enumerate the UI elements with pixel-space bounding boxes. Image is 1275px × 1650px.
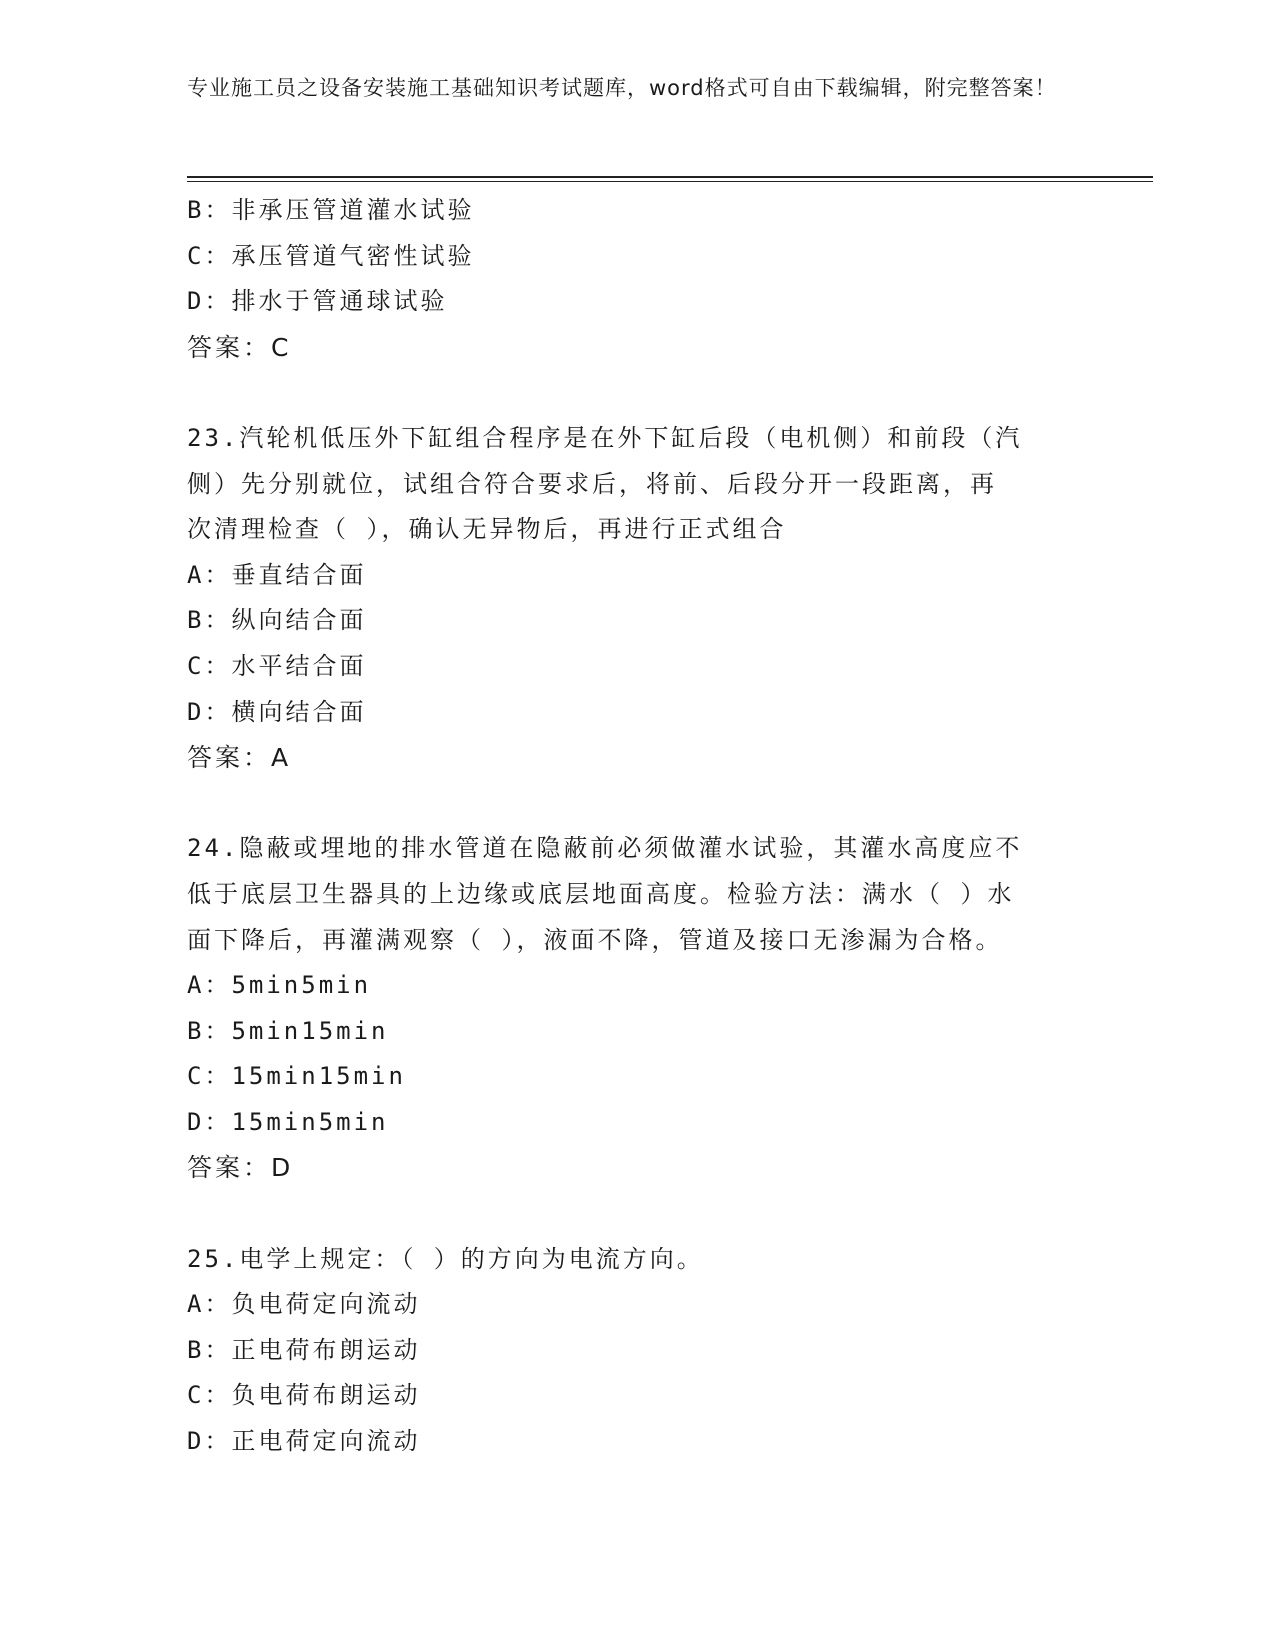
option-line: A：负电荷定向流动 [187, 1290, 421, 1319]
document-header: 专业施工员之设备安装施工基础知识考试题库，word格式可自由下载编辑，附完整答案！ [187, 76, 1057, 100]
blank-line [187, 781, 1087, 827]
answer-line: 答案：D [187, 1153, 294, 1183]
option-line: B：正电荷布朗运动 [187, 1335, 421, 1364]
blank-line [187, 1191, 1087, 1237]
question-line: 面下降后，再灌满观察（ ），液面不降，管道及接口无渗漏为合格。 [187, 925, 1003, 954]
option-line: D：横向结合面 [187, 697, 367, 726]
header-rule-thick [187, 176, 1153, 178]
option-line: B：纵向结合面 [187, 606, 367, 635]
question-line: 24.隐蔽或埋地的排水管道在隐蔽前必须做灌水试验，其灌水高度应不 [187, 834, 1023, 863]
blank-line [187, 370, 1087, 416]
question-line: 次清理检查（ ），确认无异物后，再进行正式组合 [187, 515, 787, 544]
question-line: 23.汽轮机低压外下缸组合程序是在外下缸后段（电机侧）和前段（汽 [187, 423, 1023, 452]
question-line: 低于底层卫生器具的上边缘或底层地面高度。检验方法：满水（ ）水 [187, 879, 1015, 908]
option-line: A：5min5min [187, 971, 372, 1000]
option-line: C：承压管道气密性试验 [187, 241, 475, 270]
option-line: D：15min5min [187, 1107, 389, 1136]
answer-line: 答案：A [187, 743, 292, 773]
question-line: 侧）先分别就位，试组合符合要求后，将前、后段分开一段距离，再 [187, 469, 997, 498]
option-line: B：5min15min [187, 1016, 389, 1045]
option-line: D：排水于管通球试验 [187, 287, 448, 316]
answer-line: 答案：C [187, 332, 292, 362]
header-rule-thin [187, 181, 1153, 182]
option-line: A：垂直结合面 [187, 560, 367, 589]
option-line: C：负电荷布朗运动 [187, 1381, 421, 1410]
question-content [187, 188, 1087, 1465]
question-line: 25.电学上规定：（ ）的方向为电流方向。 [187, 1244, 704, 1273]
option-line: B：非承压管道灌水试验 [187, 196, 475, 224]
option-line: C：15min15min [187, 1062, 406, 1091]
option-line: C：水平结合面 [187, 651, 367, 680]
option-line: D：正电荷定向流动 [187, 1427, 421, 1456]
